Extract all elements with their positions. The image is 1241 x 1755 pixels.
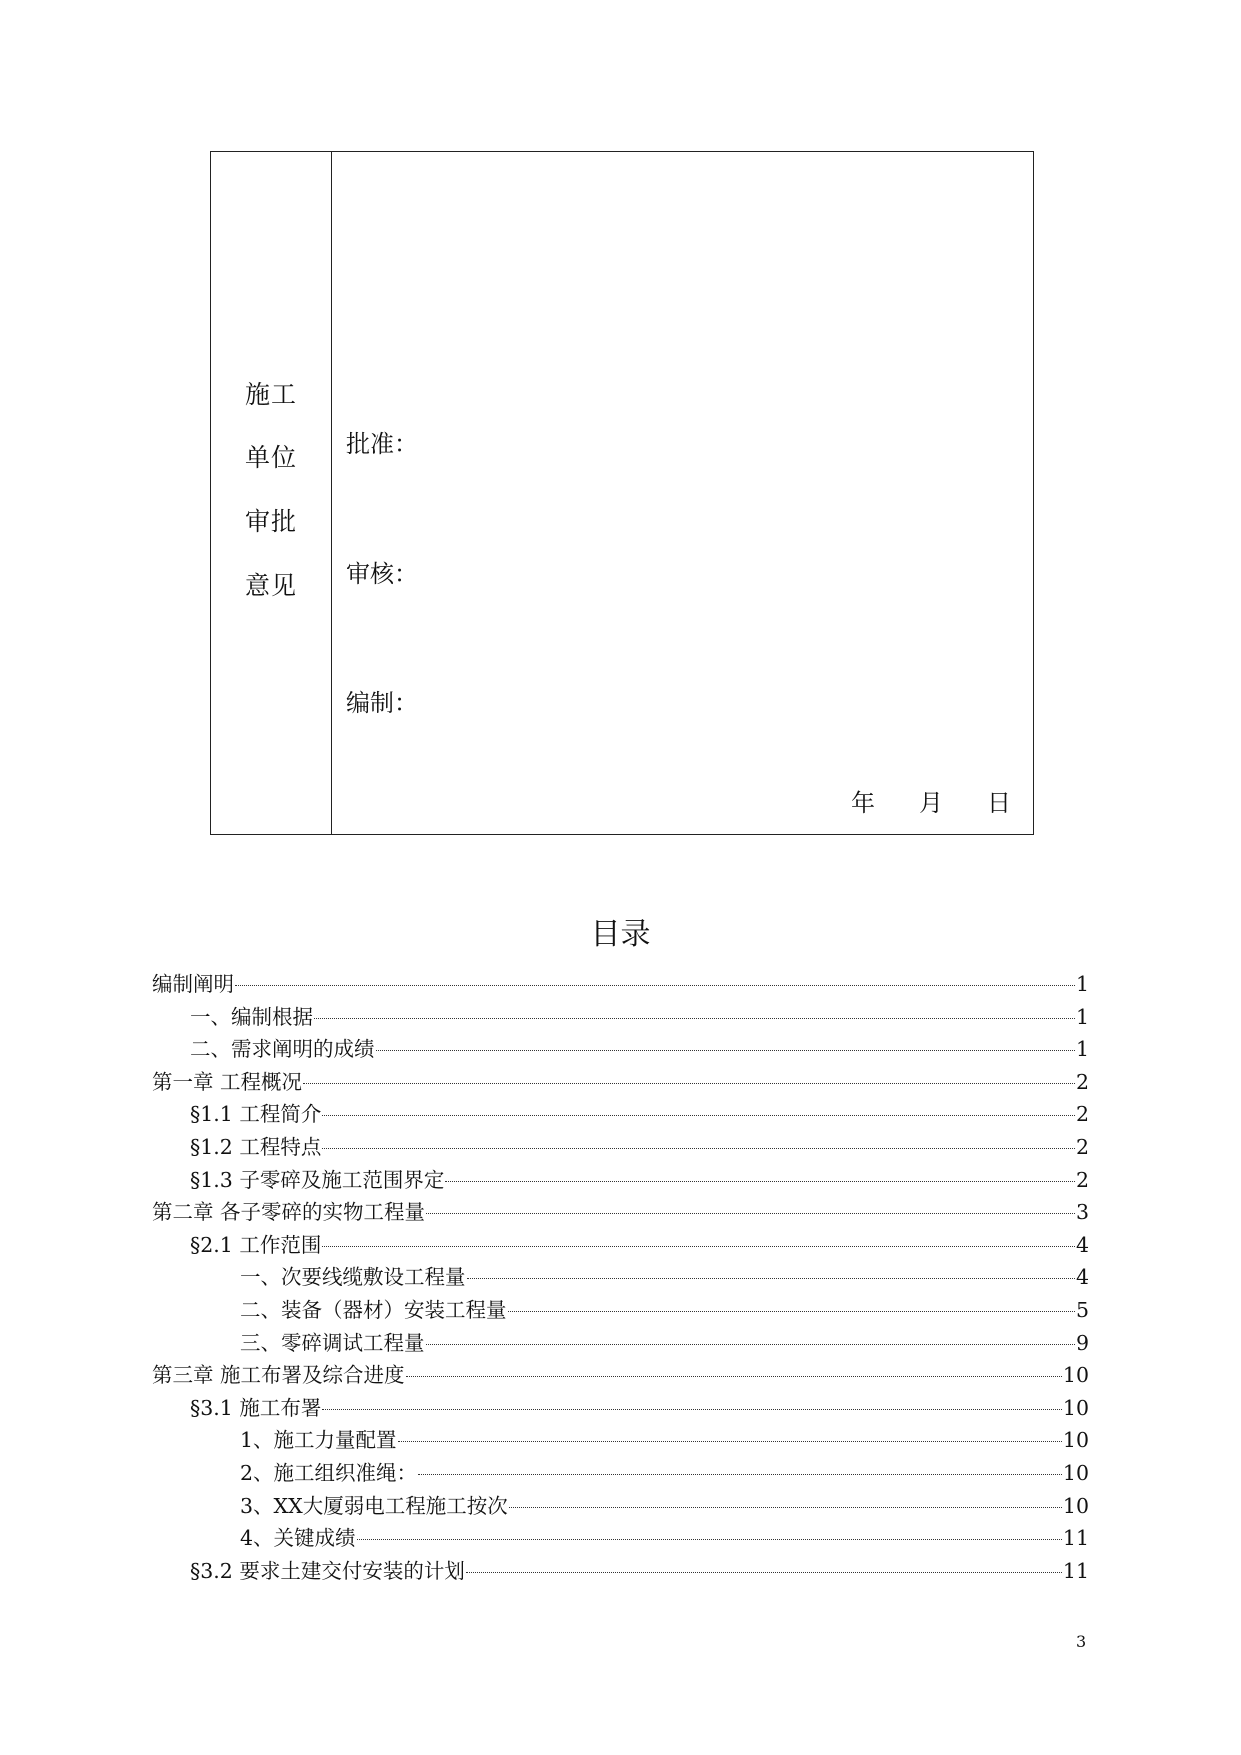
toc-entry[interactable] [240,1458,1089,1488]
toc-entry-page: 4 [1075,1232,1089,1257]
approval-table [210,151,1034,835]
toc-entry-title: 三、零碎调试工程量 [240,1330,425,1355]
review-label: 审核： [346,560,418,588]
toc-leader-dots [357,1539,1062,1540]
toc-entry[interactable] [240,1295,1089,1325]
toc-entry-page: 2 [1075,1135,1089,1159]
toc-entry-page: 5 [1075,1298,1089,1322]
toc-leader-dots [322,1148,1075,1149]
toc-entry-title: 一、次要线缆敷设工程量 [240,1265,466,1290]
toc-entry-page: 1 [1075,1004,1089,1029]
toc-entry[interactable] [190,1230,1089,1260]
toc-entry-page: 1 [1075,972,1089,996]
toc-entry[interactable] [152,1360,1089,1390]
toc-entry-page: 2 [1075,1069,1089,1094]
toc-entry-page: 3 [1075,1200,1089,1225]
compile-label: 编制： [346,689,418,717]
toc-entry-title: 第一章 工程概况 [152,1069,303,1094]
date-year: 年 [851,789,875,817]
toc-entry[interactable] [240,1328,1089,1358]
date-line [851,788,1011,818]
approval-label-line: 审批 [245,507,298,536]
toc-entry-page: 10 [1062,1363,1089,1388]
toc-leader-dots [398,1441,1062,1442]
toc-leader-dots [445,1181,1075,1182]
toc-leader-dots [509,1507,1062,1508]
toc-entry-title: §3.2 要求土建交付安装的计划 [190,1558,465,1583]
toc-entry-title: §1.2 工程特点 [190,1135,322,1159]
toc-entry-title: 第二章 各子零碎的实物工程量 [152,1200,426,1225]
page-number: 3 [1076,1632,1087,1651]
approval-label-line: 意见 [245,571,298,600]
toc-entry[interactable] [190,1132,1089,1162]
toc-leader-dots [466,1572,1062,1573]
toc-entry-page: 2 [1075,1167,1089,1192]
toc-leader-dots [426,1344,1075,1345]
toc-entry-page: 11 [1062,1558,1089,1583]
toc-entry-title: 编制阐明 [152,972,234,996]
approve-label: 批准： [346,430,418,458]
toc-entry-title: §2.1 工作范围 [190,1232,322,1257]
toc-entry-title: §1.3 子零碎及施工范围界定 [190,1167,445,1192]
toc-entry[interactable] [190,1556,1089,1586]
toc-entry[interactable] [152,1197,1089,1227]
toc-entry[interactable] [190,1393,1089,1423]
toc-entry[interactable] [240,1425,1089,1455]
toc-entry-page: 9 [1075,1330,1089,1355]
toc-entry-title: 第三章 施工布署及综合进度 [152,1363,405,1388]
toc-leader-dots [467,1278,1075,1279]
toc-entry-title: 4、关键成绩 [240,1526,356,1551]
toc-entry[interactable] [152,969,1089,999]
toc-leader-dots [322,1115,1075,1116]
toc-entry-page: 10 [1062,1395,1089,1420]
toc-entry[interactable] [240,1491,1089,1521]
toc-entry-page: 4 [1075,1265,1089,1290]
toc-leader-dots [322,1409,1062,1410]
toc-leader-dots [508,1311,1075,1312]
toc-entry-title: 1、施工力量配置 [240,1428,397,1453]
approval-label-line: 单位 [245,443,298,472]
toc-entry-page: 10 [1062,1461,1089,1485]
toc-leader-dots [406,1376,1062,1377]
toc-entry[interactable] [190,1002,1089,1032]
toc-entry-page: 2 [1075,1102,1089,1127]
date-month: 月 [919,789,943,817]
toc-entry[interactable] [190,1165,1089,1195]
toc-entry-title: §1.1 工程简介 [190,1102,322,1127]
toc-entry-title: §3.1 施工布署 [190,1395,322,1420]
toc-leader-dots [322,1246,1075,1247]
toc-leader-dots [426,1213,1075,1214]
toc-entry-title: 一、编制根据 [190,1004,313,1029]
toc-entry-page: 11 [1062,1526,1089,1551]
toc-entry[interactable] [190,1034,1089,1064]
toc-entry[interactable] [152,1067,1089,1097]
toc-entry[interactable] [240,1262,1089,1292]
toc-entry-title: 二、装备（器材）安装工程量 [240,1298,507,1322]
date-day: 日 [987,789,1011,817]
toc-entry-page: 10 [1062,1428,1089,1453]
toc-entry-title: 二、需求阐明的成绩 [190,1037,375,1062]
toc-entry[interactable] [190,1099,1089,1129]
approval-label-cell [211,152,332,834]
approval-label-line: 施工 [245,380,298,409]
toc-leader-dots [303,1083,1075,1084]
toc-title: 目录 [590,917,651,952]
toc-entry-page: 10 [1062,1493,1089,1518]
toc-entry-title: 2、施工组织准绳： [240,1461,418,1485]
toc-entry-page: 1 [1075,1037,1089,1062]
toc-leader-dots [314,1018,1075,1019]
toc-leader-dots [376,1050,1075,1051]
toc-leader-dots [235,985,1075,986]
toc-entry[interactable] [240,1523,1089,1553]
toc-leader-dots [418,1474,1062,1475]
toc-entry-title: 3、XX大厦弱电工程施工按次 [240,1493,508,1518]
